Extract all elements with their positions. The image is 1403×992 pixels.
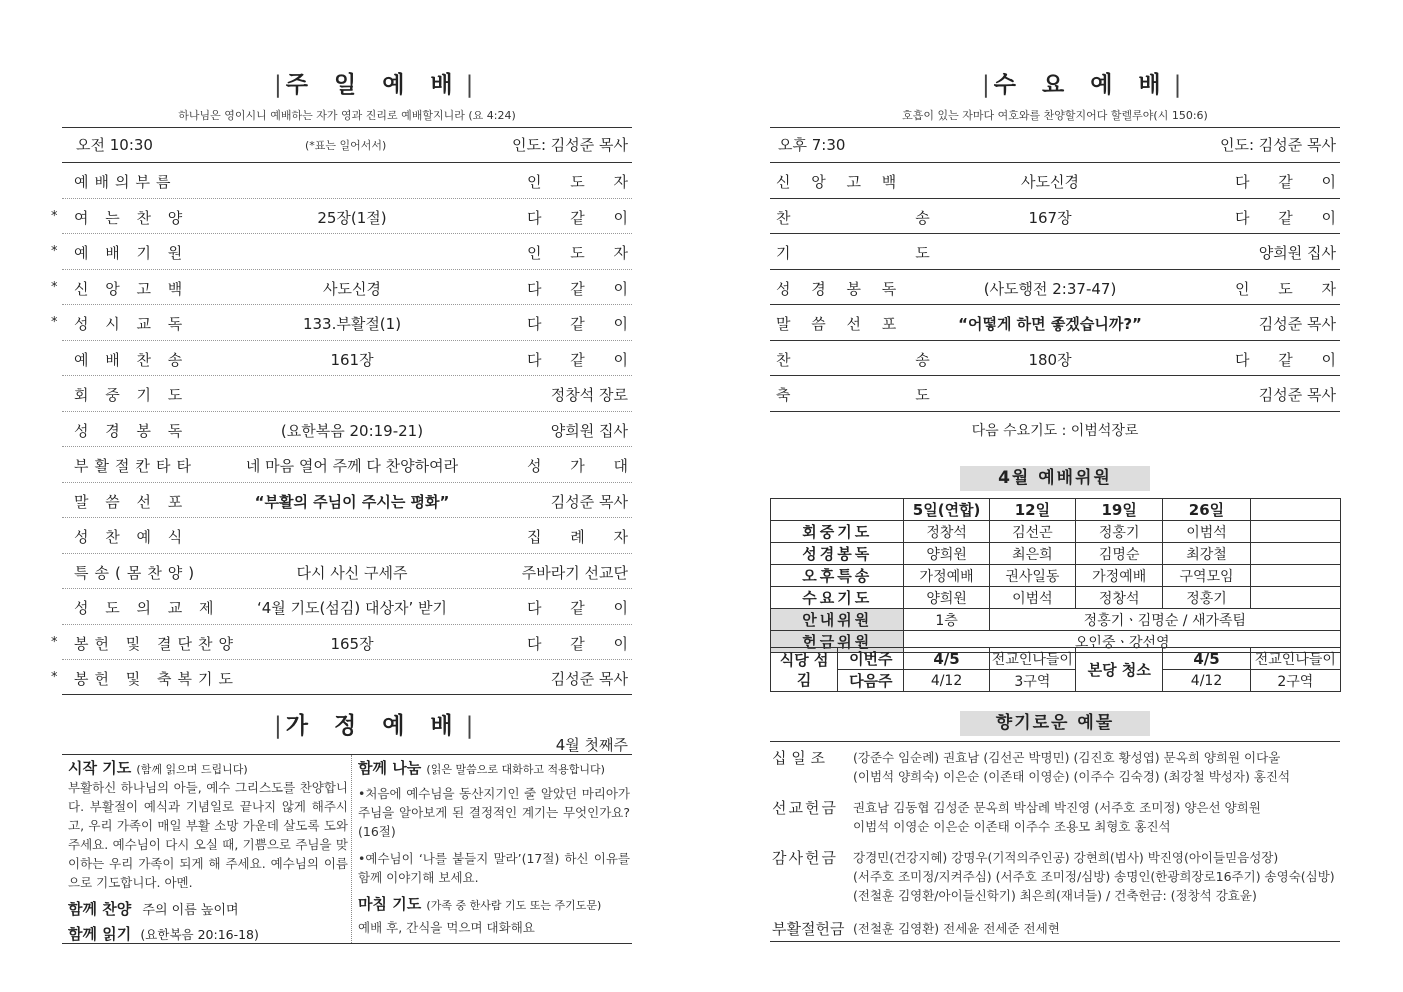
sunday-order-item [51, 198, 640, 234]
order-content: 165장 [330, 634, 374, 653]
row-separator [770, 269, 1340, 270]
meal-next-week [771, 670, 1341, 692]
committee-row [771, 543, 1341, 565]
meal-this: 전교인나들이 [989, 648, 1075, 670]
offerings-top-rule [770, 741, 1340, 742]
sunday-bottom-rule [62, 694, 632, 695]
offering-names: (강준수 임순례) 권효남 (김선곤 박명민) (김진호 황성엽) 문옥희 양희원 이다울 [853, 750, 1281, 765]
sing-together: 함께 찬양 주의 이름 높이며 [68, 900, 239, 918]
committee-row [771, 587, 1341, 609]
order-leader: 양희원 집사 [1258, 244, 1336, 262]
order-name: 특송(몸찬양) [74, 563, 201, 582]
order-content: 167장 [1028, 208, 1072, 227]
committee-member: 최강철 [1163, 543, 1250, 565]
row-separator [770, 375, 1340, 376]
share-question-2: •예수님이 ‘나를 붙들지 말라’(17절) 하신 이유를 함께 이야기해 보세요. [358, 851, 630, 885]
order-name: 부활절칸타타 [74, 457, 197, 475]
meal-label: 식당 섬김 [771, 648, 838, 692]
row-separator [62, 446, 632, 447]
committee-member: 가정예배 [904, 565, 989, 587]
order-leader: 김성준 목사 [1258, 386, 1336, 404]
order-content: 161장 [330, 350, 374, 369]
order-content: “어떻게 하면 좋겠습니까?” [958, 315, 1142, 333]
order-leader: 다 같 이 [1234, 173, 1348, 191]
order-leader: 다 같 이 [526, 599, 640, 617]
committee-member: 김선곤 [989, 521, 1075, 543]
wednesday-verse: 호흡이 있는 자마다 여호와를 찬양할지어다 할렐루야(시 150:6) [902, 109, 1208, 122]
end-prayer-text: 예배 후, 간식을 먹으며 대화해요 [358, 920, 535, 935]
committee-member [1250, 587, 1340, 609]
order-name: 예 배 찬 송 [74, 350, 189, 369]
offering-names: (전철훈 김영환) 전세윤 전세준 전세현 [853, 921, 1060, 936]
order-name: 신 앙 고 백 [776, 173, 905, 191]
order-name: 말 씀 선 포 [776, 315, 905, 333]
offering-names: 이범석 이영순 이은순 이존태 이주수 조용모 최형호 홍진석 [853, 819, 1171, 834]
date-2: 12일 [989, 499, 1075, 521]
order-content: (사도행전 2:37-47) [983, 279, 1117, 298]
order-name: 찬 송 [776, 350, 990, 369]
committee-title: 4월 예배위원 [960, 466, 1150, 491]
order-content: 네 마음 열어 주께 다 찬양하여라 [245, 457, 459, 475]
sunday-title: | 주 일 예 배 | [274, 72, 474, 98]
wednesday-leader: 인도: 김성준 목사 [1219, 136, 1336, 154]
order-name: 기 도 [776, 244, 990, 262]
wednesday-order-item [770, 233, 1340, 269]
order-content: 사도신경 [1021, 173, 1079, 191]
row-separator [770, 304, 1340, 305]
family-title: | 가 정 예 배 | [274, 713, 474, 739]
offering-category: 감사헌금 [772, 849, 838, 867]
sunday-order-item [62, 411, 632, 447]
committee-role: 오후특송 [771, 565, 904, 587]
order-content: 사도신경 [323, 279, 381, 298]
sunday-time: 오전 10:30 [76, 136, 153, 154]
sunday-order-item [51, 269, 640, 305]
stand-marker: * [51, 208, 58, 224]
order-content: 다시 사신 구세주 [296, 563, 408, 582]
committee-member: 정창석 [904, 521, 989, 543]
offerings-title: 향기로운 예물 [960, 711, 1150, 736]
row-separator [62, 269, 632, 270]
wednesday-time: 오후 7:30 [778, 136, 846, 154]
next-week-label: 다음주 [838, 670, 904, 692]
order-leader: 다 같 이 [1234, 350, 1348, 369]
order-name: 봉헌 및 결단찬양 [74, 634, 239, 653]
committee-member: 가정예배 [1076, 565, 1163, 587]
sunday-order-item [62, 375, 632, 411]
order-name: 성 경 봉 독 [776, 279, 905, 298]
date-3: 19일 [1076, 499, 1163, 521]
guide-names: 정홍기ㆍ김명순 / 새가족팀 [989, 609, 1340, 631]
sunday-stand-note: (*표는 일어서서) [305, 139, 387, 152]
guide-label: 안내위원 [771, 609, 904, 631]
stand-marker: * [51, 634, 58, 650]
order-leader: 다 같 이 [526, 208, 640, 227]
offering-names: (이범석 양희숙) 이은순 (이존태 이영순) (이주수 김숙경) (최강철 박성자) 홍진석 [853, 769, 1291, 784]
sunday-verse: 하나님은 영이시니 예배하는 자가 영과 진리로 예배할지니라 (요 4:24) [178, 109, 516, 122]
share-heading: 함께 나눔 (읽은 말씀으로 대화하고 적용합니다) [358, 759, 605, 777]
row-separator [62, 517, 632, 518]
next-wednesday-prayer: 다음 수요기도 : 이범석장로 [971, 423, 1139, 439]
order-leader: 정창석 장로 [550, 386, 628, 404]
order-leader: 다 같 이 [526, 634, 640, 653]
clean-this: 전교인나들이 [1250, 648, 1340, 670]
order-leader: 양희원 집사 [550, 421, 628, 440]
order-leader: 다 같 이 [526, 315, 640, 333]
committee-role: 회중기도 [771, 521, 904, 543]
stand-marker: * [51, 279, 58, 295]
committee-member: 양희원 [904, 587, 989, 609]
row-separator [62, 198, 632, 199]
order-name: 말 씀 선 포 [74, 492, 189, 511]
family-week: 4월 첫째주 [555, 736, 628, 754]
clean-next-date: 4/12 [1163, 670, 1250, 692]
order-leader: 주바라기 선교단 [521, 563, 628, 582]
wednesday-order-item [770, 162, 1348, 198]
row-separator [770, 233, 1340, 234]
order-name: 예배의부름 [74, 173, 177, 191]
wednesday-order-item [770, 304, 1340, 340]
wednesday-order-item [770, 375, 1340, 411]
wednesday-order-item [770, 269, 1348, 305]
committee-member: 구역모임 [1163, 565, 1250, 587]
row-separator [62, 553, 632, 554]
meal-clean-table [770, 647, 1341, 692]
sunday-order-item [51, 659, 632, 695]
row-separator [62, 659, 632, 660]
committee-member [1250, 543, 1340, 565]
committee-member [1250, 565, 1340, 587]
this-week-label: 이번주 [838, 648, 904, 670]
sunday-order-item [62, 553, 632, 589]
sunday-order-item [62, 517, 640, 553]
start-prayer-heading: 시작 기도 (함께 읽으며 드립니다) [68, 759, 248, 777]
end-prayer-heading: 마침 기도 (가족 중 한사람 기도 또는 주기도문) [358, 895, 602, 913]
committee-role: 성경봉독 [771, 543, 904, 565]
order-name: 예 배 기 원 [74, 244, 189, 262]
order-leader: 인 도 자 [1234, 279, 1348, 298]
guide-row [771, 609, 1341, 631]
committee-member [1250, 521, 1340, 543]
sunday-order-item [62, 340, 640, 376]
sunday-order-item [51, 624, 640, 660]
order-leader: 다 같 이 [1234, 208, 1348, 227]
sunday-order-item [62, 162, 640, 198]
family-right-col [358, 757, 630, 937]
meal-next: 3구역 [989, 670, 1075, 692]
committee-member: 이범석 [1163, 521, 1250, 543]
wednesday-order-item [770, 198, 1348, 234]
meal-this-week [771, 648, 1341, 670]
offering-category: 십 일 조 [772, 749, 826, 767]
sunday-leader: 인도: 김성준 목사 [511, 136, 628, 154]
order-name: 성 도 의 교 제 [74, 599, 220, 617]
offering-names: 강경민(건강지혜) 강명우(기적의주인공) 강현희(범사) 박진영(아이들믿음성장) [853, 850, 1279, 865]
read-together: 함께 읽기 (요한복음 20:16-18) [68, 925, 259, 943]
share-question-1: •처음에 예수님을 동산지기인 줄 알았던 마리아가 주님을 알아보게 된 결정적인 계기는 무엇인가요?(16절) [358, 786, 630, 839]
order-name: 봉헌 및 축복기도 [74, 670, 239, 688]
row-separator [62, 340, 632, 341]
row-separator [62, 304, 632, 305]
committee-member: 권사일동 [989, 565, 1075, 587]
wednesday-bottom-rule [770, 411, 1340, 412]
committee-row [771, 565, 1341, 587]
guide-floor: 1층 [904, 609, 989, 631]
committee-date-row [771, 499, 1341, 521]
order-leader: 김성준 목사 [1258, 315, 1336, 333]
sunday-order-item [62, 446, 640, 482]
order-leader: 김성준 목사 [550, 492, 628, 511]
stand-marker: * [51, 315, 58, 330]
order-name: 축 도 [776, 386, 990, 404]
committee-member: 정홍기 [1076, 521, 1163, 543]
date-4: 26일 [1163, 499, 1250, 521]
order-leader: 다 같 이 [526, 279, 640, 298]
offering-names: (서주호 조미정/지켜주심) (서주호 조미정/심방) 송명인(한광희장로16주기) 송영숙(심방) [853, 869, 1335, 884]
wednesday-order-item [770, 340, 1348, 376]
offering-names: 권효남 김동협 김성준 문옥희 박삼례 박진영 (서주호 조미정) 양은선 양희원 [853, 800, 1261, 815]
order-content: (요한복음 20:19-21) [280, 421, 424, 440]
committee-member: 정창석 [1076, 587, 1163, 609]
clean-label: 본당 청소 [1076, 648, 1163, 692]
clean-next: 2구역 [1250, 670, 1340, 692]
order-name: 신 앙 고 백 [74, 279, 189, 298]
committee-member: 이범석 [989, 587, 1075, 609]
family-divider [351, 755, 352, 943]
order-name: 찬 송 [776, 208, 990, 227]
order-content: 133.부활절(1) [302, 315, 402, 333]
row-separator [62, 233, 632, 234]
wednesday-top-rule [770, 127, 1340, 128]
offerings-bottom-rule [770, 941, 1340, 942]
committee-row [771, 521, 1341, 543]
start-prayer-text: 부활하신 하나님의 아들, 예수 그리스도를 찬양합니다. 부활절이 예식과 기념일로 끝나지 않게 해주시고, 우리 가족이 매일 부활 소망 가운데 살도록 도와주세요. 예수님이 다시 오실 때, 기쁨으로 주님을 맞이하는 우리 가족이 되게 해 주세요. 예수님의 이름으로 기도합니다. 아멘. [68, 780, 348, 890]
order-name: 성 시 교 독 [74, 315, 189, 333]
order-leader: 인 도 자 [526, 173, 640, 191]
order-content: “부활의 주님이 주시는 평화” [254, 492, 450, 511]
order-name: 성 찬 예 식 [74, 528, 189, 546]
order-leader: 김성준 목사 [550, 670, 628, 688]
clean-this-date: 4/5 [1163, 648, 1250, 670]
family-worship-box [62, 754, 632, 944]
sunday-top-rule [62, 127, 632, 128]
sunday-order-item [51, 304, 640, 340]
committee-table [770, 498, 1341, 653]
family-left-col [68, 757, 348, 944]
stand-marker: * [51, 244, 58, 259]
sunday-order-item [51, 233, 640, 269]
wednesday-title: | 수 요 예 배 | [982, 72, 1182, 98]
order-leader: 다 같 이 [526, 350, 640, 369]
order-leader: 집 례 자 [526, 528, 640, 546]
order-name: 회 중 기 도 [74, 386, 189, 404]
row-separator [62, 411, 632, 412]
offering-category: 부활절헌금 [772, 920, 845, 938]
committee-member: 정홍기 [1163, 587, 1250, 609]
row-separator [62, 588, 632, 589]
committee-member: 최은희 [989, 543, 1075, 565]
order-name: 여 는 찬 양 [74, 208, 189, 227]
committee-member: 김명순 [1076, 543, 1163, 565]
row-separator [62, 482, 632, 483]
order-leader: 인 도 자 [526, 244, 640, 262]
meal-next-date: 4/12 [904, 670, 989, 692]
offering-names: (전철훈 김영환/아이들신학기) 최은희(재녀들) / 건축헌금: (정창석 강효윤) [853, 888, 1257, 903]
row-separator [770, 198, 1340, 199]
order-leader: 성 가 대 [526, 457, 640, 475]
row-separator [62, 375, 632, 376]
date-1: 5일(연합) [904, 499, 989, 521]
sunday-order-item [62, 482, 632, 518]
order-content: 25장(1절) [317, 208, 387, 227]
committee-member: 양희원 [904, 543, 989, 565]
row-separator [770, 340, 1340, 341]
committee-role: 수요기도 [771, 587, 904, 609]
sunday-order-item [62, 588, 640, 624]
meal-this-date: 4/5 [904, 648, 989, 670]
offering-category: 선교헌금 [772, 799, 838, 817]
order-content: 180장 [1028, 350, 1072, 369]
offering-label: 헌금위원 [771, 631, 904, 653]
order-content: ‘4월 기도(섬김) 대상자’ 받기 [257, 599, 447, 617]
order-name: 성 경 봉 독 [74, 421, 189, 440]
row-separator [62, 624, 632, 625]
offering-names: 오인중ㆍ강선영 [904, 631, 1341, 653]
stand-marker: * [51, 670, 58, 685]
